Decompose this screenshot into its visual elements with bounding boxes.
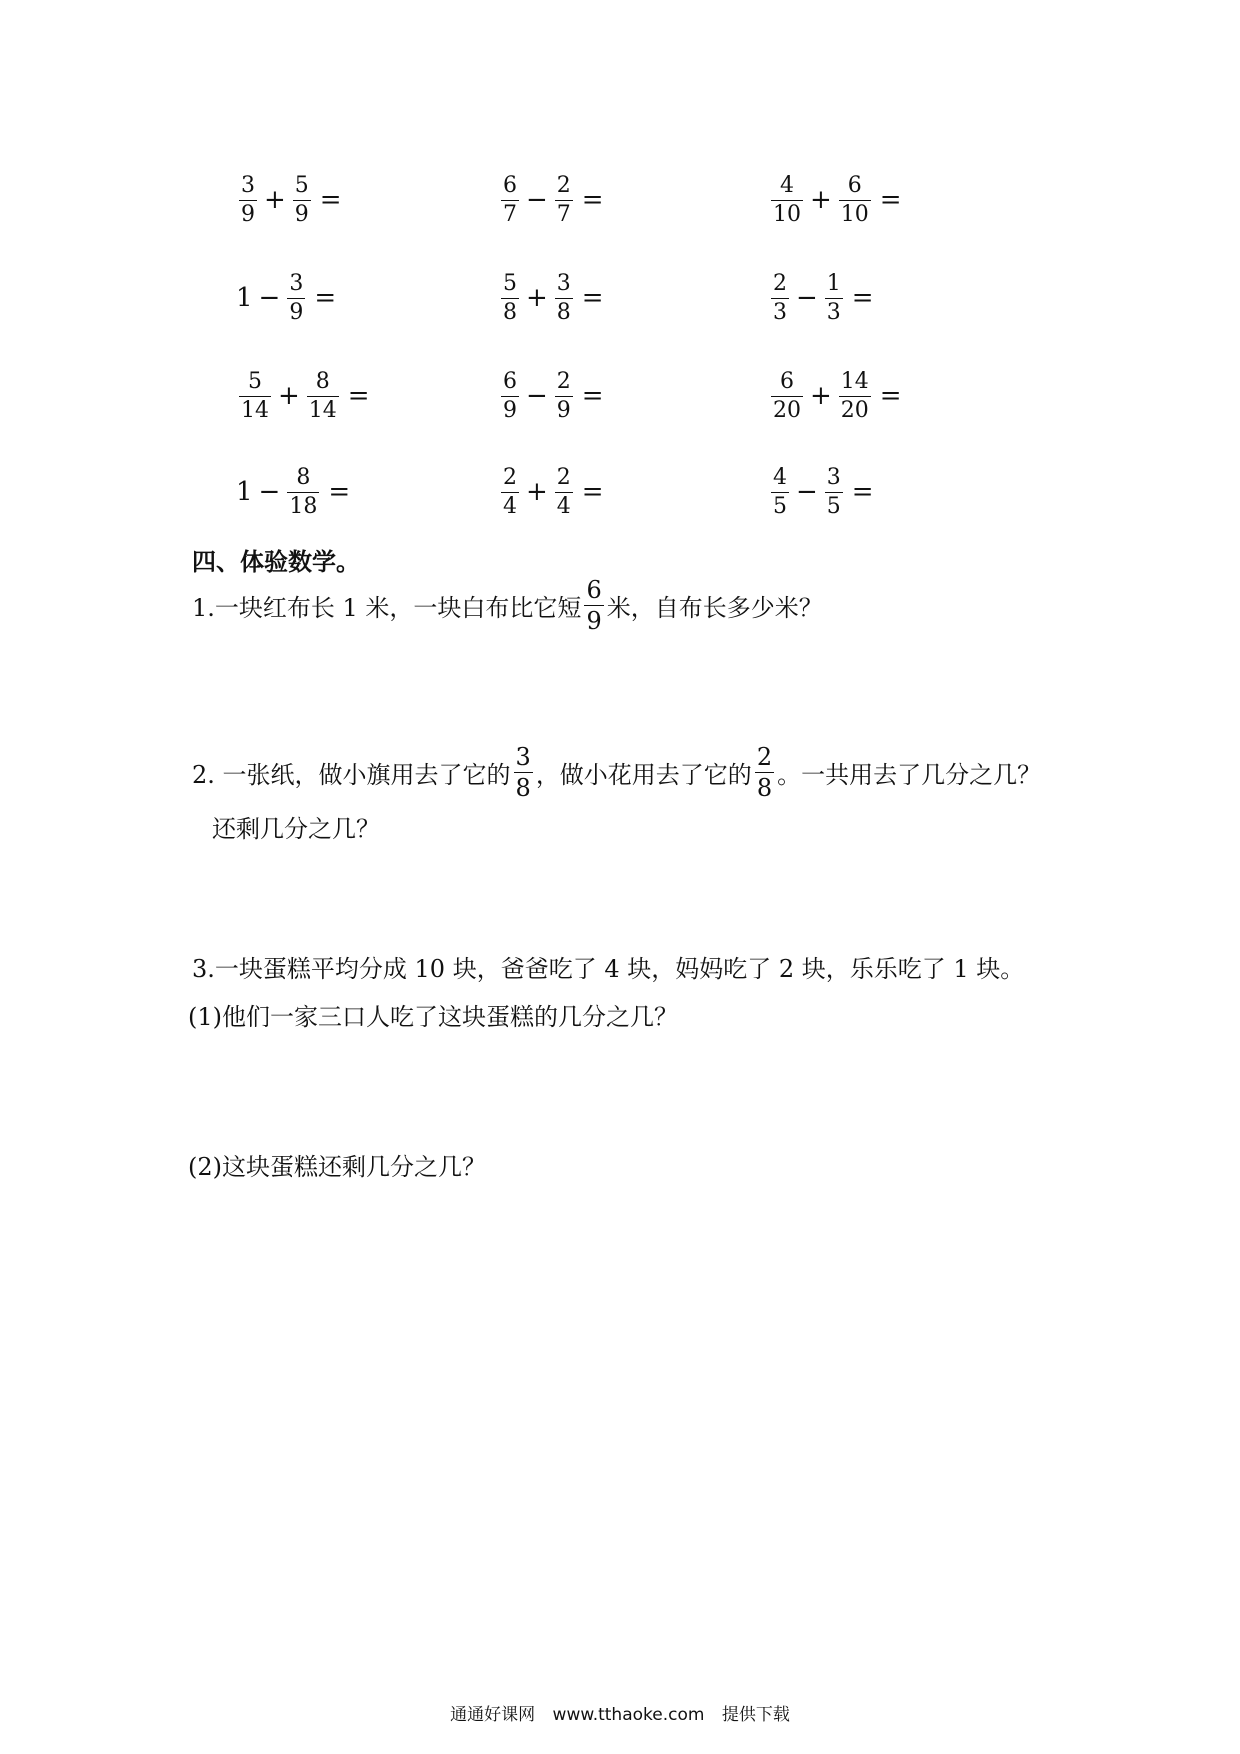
fraction-denominator: 9 — [289, 299, 304, 325]
fraction-numerator: 3 — [241, 172, 255, 198]
operator-sign: − — [796, 283, 818, 313]
equals-sign: = — [581, 477, 604, 507]
fraction — [771, 173, 803, 228]
operator-sign: − — [526, 381, 548, 411]
calculation-item — [768, 266, 878, 330]
fraction-numerator: 3 — [289, 270, 304, 296]
fraction-denominator: 10 — [773, 201, 801, 227]
fraction — [307, 369, 339, 424]
fraction — [839, 173, 871, 228]
fraction-denominator: 8 — [503, 299, 517, 325]
fraction — [555, 465, 573, 520]
fraction-numerator: 3 — [556, 270, 571, 296]
operator-sign: + — [526, 283, 548, 313]
fraction — [555, 173, 573, 228]
fraction-denominator: 8 — [556, 299, 571, 325]
fraction — [771, 369, 803, 424]
fraction-numerator: 2 — [756, 742, 773, 771]
fraction-numerator: 14 — [840, 368, 869, 394]
fraction-bar — [771, 200, 803, 201]
footer-site-name: 通通好课网 — [450, 1705, 536, 1725]
fraction — [555, 271, 573, 326]
fraction-bar — [287, 298, 305, 299]
fraction-bar — [555, 200, 573, 201]
fraction-bar — [825, 492, 843, 493]
fraction-numerator: 1 — [826, 270, 841, 296]
fraction — [501, 465, 519, 520]
operator-sign: − — [796, 477, 818, 507]
fraction-bar — [555, 396, 573, 397]
fraction — [287, 465, 319, 520]
operator-sign: + — [810, 185, 832, 215]
equals-sign: = — [581, 185, 604, 215]
fraction — [839, 369, 871, 424]
fraction — [555, 369, 573, 424]
fraction-bar — [501, 396, 519, 397]
equals-sign: = — [879, 381, 902, 411]
fraction — [501, 271, 519, 326]
question-3-sub-1: (1)他们一家三口人吃了这块蛋糕的几分之几？ — [188, 1002, 678, 1031]
whole-number: 1 — [236, 477, 253, 507]
footer-url: www.tthaoke.com — [552, 1705, 705, 1725]
fraction — [771, 465, 789, 520]
equals-sign: = — [314, 283, 337, 313]
fraction-denominator: 7 — [556, 201, 571, 227]
question-2-text-after: 。一共用去了几分之几？ — [777, 760, 1042, 789]
fraction — [501, 369, 519, 424]
fraction-numerator: 5 — [248, 368, 262, 394]
calculation-item — [236, 266, 340, 330]
fraction-bar — [555, 492, 573, 493]
fraction-bar — [755, 772, 774, 773]
question-1 — [192, 575, 823, 635]
fraction-denominator: 4 — [503, 493, 517, 519]
question-3: 3.一块蛋糕平均分成 10 块，爸爸吃了 4 块，妈妈吃了 2 块，乐乐吃了 1 块。 — [192, 954, 1025, 983]
fraction-denominator: 10 — [840, 201, 869, 227]
calculation-item — [498, 460, 608, 524]
section-title: 四、体验数学。 — [192, 548, 360, 576]
operator-sign: + — [264, 185, 286, 215]
page-footer — [0, 1700, 1240, 1725]
fraction-numerator: 3 — [826, 464, 841, 490]
fraction-numerator: 3 — [515, 742, 531, 771]
fraction-denominator: 7 — [503, 201, 517, 227]
equals-sign: = — [581, 381, 604, 411]
operator-sign: − — [258, 283, 281, 313]
fraction-denominator: 3 — [773, 299, 787, 325]
fraction-denominator: 14 — [308, 397, 337, 423]
question-2-line-2: 还剩几分之几？ — [212, 814, 380, 843]
fraction-denominator: 9 — [556, 397, 571, 423]
fraction — [771, 271, 789, 326]
fraction-denominator: 9 — [586, 606, 602, 635]
fraction-numerator: 6 — [847, 172, 862, 198]
calculation-item — [498, 266, 608, 330]
fraction-denominator: 20 — [840, 397, 869, 423]
fraction-numerator: 6 — [780, 368, 794, 394]
calculation-item — [498, 364, 608, 428]
calculation-item — [768, 460, 878, 524]
fraction-denominator: 20 — [773, 397, 801, 423]
question-2-fraction-2 — [755, 743, 774, 802]
fraction-bar — [501, 298, 519, 299]
question-2-fraction-1 — [514, 743, 533, 802]
calculation-item — [768, 168, 906, 232]
calculation-item — [236, 168, 346, 232]
fraction-bar — [293, 200, 311, 201]
fraction — [239, 173, 257, 228]
operator-sign: + — [278, 381, 300, 411]
fraction-bar — [287, 492, 319, 493]
fraction — [825, 271, 843, 326]
fraction-denominator: 18 — [289, 493, 318, 519]
question-2 — [192, 742, 1041, 802]
fraction-bar — [239, 396, 271, 397]
equals-sign: = — [319, 185, 342, 215]
footer-suffix: 提供下载 — [721, 1705, 790, 1725]
fraction — [287, 271, 305, 326]
fraction-bar — [514, 772, 533, 773]
question-3-sub-2: (2)这块蛋糕还剩几分之几？ — [188, 1152, 486, 1181]
operator-sign: − — [258, 477, 281, 507]
equals-sign: = — [851, 283, 874, 313]
calculation-item — [236, 364, 374, 428]
fraction-numerator: 5 — [503, 270, 517, 296]
question-1-fraction — [584, 576, 603, 635]
equals-sign: = — [581, 283, 604, 313]
fraction-bar — [771, 492, 789, 493]
question-2-text-middle: ，做小花用去了它的 — [535, 760, 752, 789]
whole-number: 1 — [236, 283, 253, 313]
fraction-numerator: 4 — [780, 172, 794, 198]
fraction-bar — [825, 298, 843, 299]
fraction-denominator: 5 — [773, 493, 787, 519]
equals-sign: = — [879, 185, 902, 215]
question-2-text-before: 2. 一张纸，做小旗用去了它的 — [192, 760, 511, 789]
fraction-numerator: 6 — [503, 172, 517, 198]
fraction-bar — [584, 605, 603, 606]
fraction-bar — [239, 200, 257, 201]
fraction-numerator: 2 — [556, 172, 571, 198]
fraction-denominator: 14 — [241, 397, 269, 423]
fraction-denominator: 8 — [515, 773, 531, 802]
fraction — [501, 173, 519, 228]
fraction-numerator: 2 — [773, 270, 787, 296]
fraction-bar — [771, 298, 789, 299]
fraction-denominator: 8 — [756, 773, 773, 802]
fraction-numerator: 2 — [556, 464, 571, 490]
fraction-numerator: 8 — [315, 368, 330, 394]
fraction-numerator: 6 — [586, 575, 602, 604]
calculation-item — [498, 168, 608, 232]
fraction-bar — [307, 396, 339, 397]
fraction-denominator: 9 — [294, 201, 309, 227]
fraction — [825, 465, 843, 520]
fraction-bar — [839, 200, 871, 201]
fraction-bar — [555, 298, 573, 299]
fraction-denominator: 9 — [241, 201, 255, 227]
equals-sign: = — [328, 477, 351, 507]
fraction-bar — [839, 396, 871, 397]
calculation-item — [236, 460, 354, 524]
equals-sign: = — [347, 381, 370, 411]
fraction-denominator: 4 — [556, 493, 571, 519]
fraction-bar — [771, 396, 803, 397]
fraction-denominator: 3 — [826, 299, 841, 325]
fraction-numerator: 4 — [773, 464, 787, 490]
question-1-text-before: 1.一块红布长 1 米，一块白布比它短 — [192, 593, 582, 622]
fraction — [293, 173, 311, 228]
fraction-numerator: 6 — [503, 368, 517, 394]
calculation-item — [768, 364, 906, 428]
operator-sign: + — [526, 477, 548, 507]
fraction — [239, 369, 271, 424]
fraction-denominator: 5 — [826, 493, 841, 519]
fraction-numerator: 2 — [503, 464, 517, 490]
fraction-numerator: 8 — [296, 464, 311, 490]
fraction-numerator: 5 — [294, 172, 309, 198]
fraction-bar — [501, 492, 519, 493]
operator-sign: + — [810, 381, 832, 411]
operator-sign: − — [526, 185, 548, 215]
fraction-bar — [501, 200, 519, 201]
question-1-text-after: 米，自布长多少米？ — [606, 593, 823, 622]
equals-sign: = — [851, 477, 874, 507]
fraction-denominator: 9 — [503, 397, 517, 423]
fraction-numerator: 2 — [556, 368, 571, 394]
